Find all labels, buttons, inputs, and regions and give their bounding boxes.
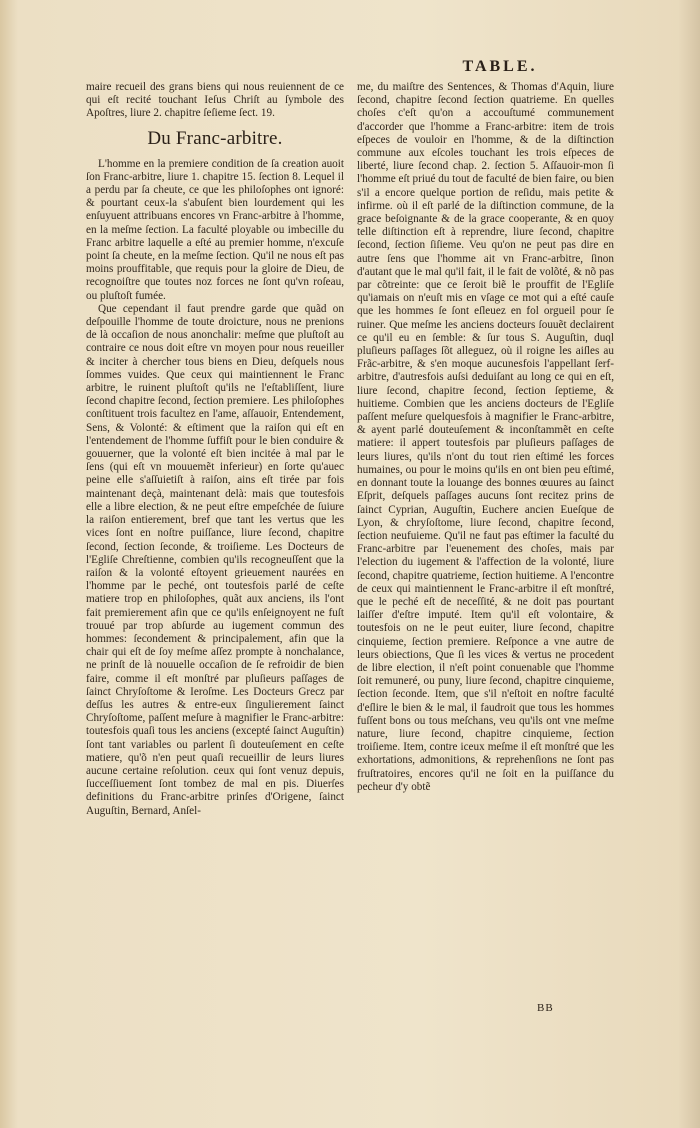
running-title: TABLE.	[462, 58, 538, 75]
page-edge-shadow	[678, 0, 700, 1128]
left-paragraph-2: L'homme en la premiere condition de ſa creation auoit ſon Franc-arbitre, liure 1. chapitre 15. ſection 8. Lequel il a perdu par ſa cheute, ce que les philoſophes ont ignoré: & pourtant ceux-la s'abuſent bien lourdement qui les enſuyuent attribuans encores vn Franc-arbitre à l'homme, en la meſme ſection. La faculté ployable ou imbecille du Franc arbitre laquelle a eſté au premier homme, n'excuſe point ſa cheute, en la meſme ſection. Qu'il ne nous eſt pas moins prouffitable, que requis pour la gloire de Dieu, de recognoiſtre que toutes noz forces ne ſont qu'vn roſeau, ou pluſtoſt fumée.	[86, 157, 344, 302]
left-paragraph-1: maire recueil des grans biens qui nous reuiennent de ce qui eſt recité touchant Ieſus Chriſt au ſymbole des Apoſtres, liure 2. chapitre ſeſieme ſect. 19.	[86, 81, 344, 120]
right-paragraph-1: me, du maiſtre des Sentences, & Thomas d'Aquin, liure ſecond, chapitre ſecond ſection quatrieme. En quelles choſes c'eſt qu'on a accouſtumé communement d'accorder que l'homme a Franc-arbitre: item de trois eſpeces de vouloir en l'homme, & de la diſtinction commune aux eſcoles touchant les trois eſpeces de liberté, liure ſecond chap. 2. ſection 5. Aſſauoir-mon ſi l'homme eſt priué du tout de faculté de bien faire, ou bien s'il a encore quelque portion de reſidu, mais petite & infirme. où il eſt parlé de la diſtinction commune, de la grace beſoignante & de la grace cooperante, & en quoy telle diſtinction eſt à reprendre, liure ſecond, chapitre ſecond, ſection ſiſieme. Veu qu'on ne peut pas dire en autre ſens que l'homme ait vn Franc-arbitre, ſinon d'autant que le mal qu'il fait, il le fait de volõté, & nõ pas par cõtreinte: que ce ſeroit biẽ le prouffit de l'Egliſe qu'iamais on n'euſt mis en vſage ce mot qui a eſté cauſe que les hommes ſe ſont eſleuez en fol orgueil pour ſe ruiner. Que meſme les anciens docteurs ſouuẽt declairent ce qu'il eu en ſemble: & ſur tous S. Auguſtin, duql pluſieurs paſſages ſõt alleguez, où il roigne les aiſles au Frãc-arbitre, & s'en moque aucunesfois l'appellant ſerf-arbitre, d'autresfois auſsi deduiſant au long ce qui en eſt, liure ſecond, chapitre ſecond, ſection ſeptieme, & huitieme. Combien que les anciens docteurs de l'Egliſe paſſent meſure quelquesfois à magnifier le Franc-arbitre, & ayent parlé douteuſement & inconſtammẽt en ceſte matiere: il appert toutesfois par pluſieurs paſſages de leurs liures, qu'ils n'ont du tout rien eſtimé les forces humaines, ou pour le moins qu'ils en ont bien peu eſtimé, en donnant toute la louange des bonnes œuures au ſainct Eſprit, deſquels paſſages aucuns ſont recitez prins de ſainct Cyprian, Auguſtin, Euchere ancien Eueſque de Lyon, & chryſoſtome, liure ſecond, chapitre ſecond, ſection neufuieme. Qu'il ne faut pas eſtimer la faculté du Franc-arbitre par l'euenement des choſes, mais par l'election du iugement & l'affection de la volonté, liure ſecond, chapitre quatrieme, ſection huitieme. A l'encontre de ceux qui maintiennent le Franc-arbitre il eſt monſtré, que le peché eſt de neceſſité, & ne doit pas pourtant laiſſer d'eſtre imputé. Item qu'il eſt volontaire, & toutesfois on ne le peut euiter, liure ſecond, chapitre cinquieme, ſection premiere. Reſponce a vne autre de leurs obiections, Que ſi les vices & vertus ne procedent de libre election, il n'eſt point conuenable que l'homme ſoit remuneré, ou puny, liure ſecond, chapitre cinquieme, ſection ſeconde. Item, que s'il n'eſtoit en noſtre faculté d'eſlire le bien & le mal, il faudroit que tous les hommes fuſſent bons ou tous meſchans, veu qu'ils ont vne meſme nature, liure ſecond, chapitre cinquieme, ſection troiſieme. Item, contre iceux meſme il eſt monſtré que les exhortations, admonitions, & reprehenſions ne ſont pas fruſtratoires, encores qu'il ne ſoit en la puiſſance du pecheur d'y obtẽ	[357, 81, 614, 793]
right-column	[357, 81, 614, 794]
running-header	[0, 58, 700, 76]
section-title: Du Franc-arbitre.	[147, 127, 283, 149]
left-column	[86, 81, 344, 818]
catchword: BB	[537, 1002, 554, 1014]
left-paragraph-3: Que cependant il faut prendre garde que quãd on deſpouille l'homme de toute droicture, nous ne prenions de là occaſion de nous anonchalir: meſme que pluſtoſt au contraire ce nous doit eſtre vn moyen pour nous reueiller & inciter à chercher tous biens en Dieu, deſquels nous ſommes vuides. Que ceux qui maintiennent le Franc arbitre, le ruinent pluſtoſt qu'ils ne l'eſtabliſſent, liure ſecond chapitre ſecond, ſection premiere. Les philoſophes conſtituent trois facultez en l'ame, aſſauoir, Entendement, Sens, & Volonté: & eſtiment que la raiſon qui eſt en l'entendement de l'homme ſuffiſt pour le bien conduire & gouuerner, que la volonté eſt bien incitée à mal par le ſens (qui eſt vn mouuemẽt inferieur) en ſorte qu'auec peine elle s'aſſuietiſt à raiſon, ains eſt tirée par fois maintenant deçà, maintenant delà: mais que toutesfois elle a libre election, & ne peut eſtre empeſchée de ſuiure la raiſon entierement, bref que tant les vertus que les vices ſont en noſtre puiſſance, liure ſecond, chapitre ſecond, ſection ſeconde, & troiſieme. Les Docteurs de l'Egliſe Chreſtienne, combien qu'ils recogneuſſent que la raiſon & la volonté eſtoyent grieuement naurées en l'homme par le peché, ont toutesfois parlé de ceſte matiere trop en philoſophes, quãt aux anciens, ils l'ont fait premierement afin que ce qu'ils enſeignoyent ne fuſt trouué par trop abſurde au iugement commun des hommes: ſecondement & principalement, afin que la chair qui eſt de ſoy meſme aſſez prompte à nonchalance, ne prinſt de là nouuelle occaſion de ſe refroidir de bien faire, comme il eſt monſtré par pluſieurs paſſages de ſainct Chryſoſtome & Ieroſme. Les Docteurs Grecz par deſſus les autres & entre-eux ſingulierement ſainct Chryſoſtome, paſſent meſure à magnifier le Franc-arbitre: toutesfois quaſi tous les anciens (excepté ſainct Auguſtin) ſont tant variables ou parlent ſi douteuſement en ceſte matiere, qu'õ n'en peut quaſi recueillir de leurs liures aucune certaine reſolution. ceux qui ſont venuz depuis, ſucceſſiuement ſont tombez de mal en pis. Diuerſes definitions du Franc-arbitre prinſes d'Origene, ſainct Auguſtin, Bernard, Anſel-	[86, 302, 344, 817]
